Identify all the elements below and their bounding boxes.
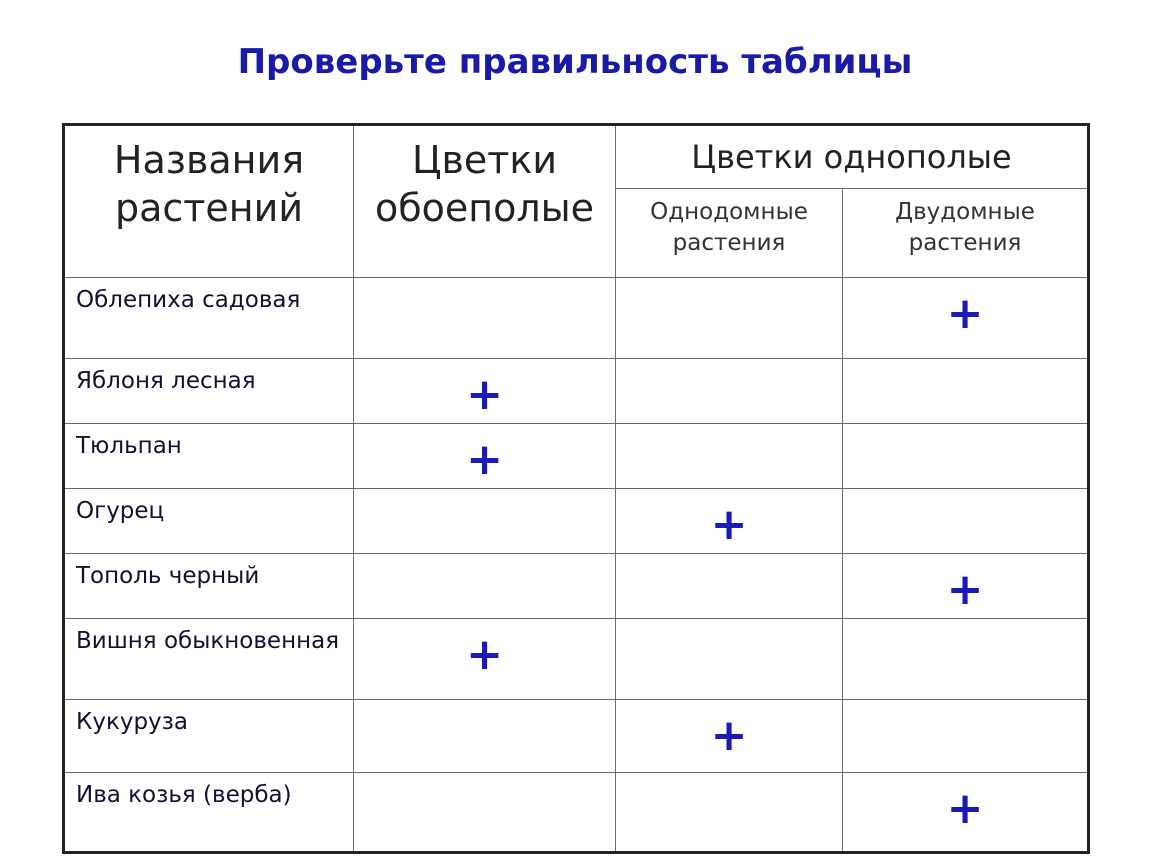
plant-name-cell: Кукуруза bbox=[64, 700, 354, 773]
table-row bbox=[64, 424, 1089, 489]
bisexual-cell bbox=[354, 700, 616, 773]
table-row bbox=[64, 619, 1089, 700]
plant-name-cell: Вишня обыкновенная bbox=[64, 619, 354, 700]
header-bisexual-flowers: Цветки обоеполые bbox=[354, 125, 616, 278]
table-row bbox=[64, 489, 1089, 554]
plus-mark: + bbox=[466, 629, 503, 680]
table-row bbox=[64, 700, 1089, 773]
monoecious-cell bbox=[616, 278, 843, 359]
plus-mark: + bbox=[710, 499, 748, 550]
bisexual-cell bbox=[354, 773, 616, 853]
plant-name-cell: Яблоня лесная bbox=[64, 359, 354, 424]
plus-mark: + bbox=[466, 369, 503, 420]
table-row bbox=[64, 554, 1089, 619]
monoecious-cell bbox=[616, 359, 843, 424]
bisexual-cell bbox=[354, 359, 616, 424]
monoecious-cell bbox=[616, 773, 843, 853]
plus-mark: + bbox=[946, 288, 984, 339]
plant-name-cell: Ива козья (верба) bbox=[64, 773, 354, 853]
dioecious-cell bbox=[843, 489, 1089, 554]
monoecious-cell bbox=[616, 619, 843, 700]
plus-mark: + bbox=[946, 783, 984, 834]
table-row bbox=[64, 359, 1089, 424]
bisexual-cell bbox=[354, 489, 616, 554]
header-dioecious-plants: Двудомные растения bbox=[843, 189, 1089, 278]
plant-name-cell: Тюльпан bbox=[64, 424, 354, 489]
header-unisexual-flowers: Цветки однополые bbox=[616, 125, 1089, 189]
bisexual-cell bbox=[354, 619, 616, 700]
monoecious-cell bbox=[616, 489, 843, 554]
header-plant-names: Названия растений bbox=[64, 125, 354, 278]
dioecious-cell bbox=[843, 619, 1089, 700]
dioecious-cell bbox=[843, 773, 1089, 853]
plant-name-cell: Огурец bbox=[64, 489, 354, 554]
header-monoecious-plants: Однодомные растения bbox=[616, 189, 843, 278]
dioecious-cell bbox=[843, 700, 1089, 773]
table-row bbox=[64, 278, 1089, 359]
plants-table bbox=[62, 123, 1090, 854]
dioecious-cell bbox=[843, 359, 1089, 424]
plus-mark: + bbox=[466, 434, 503, 485]
header-row-top bbox=[64, 125, 1089, 189]
plus-mark: + bbox=[710, 710, 748, 761]
bisexual-cell bbox=[354, 424, 616, 489]
dioecious-cell bbox=[843, 424, 1089, 489]
bisexual-cell bbox=[354, 554, 616, 619]
bisexual-cell bbox=[354, 278, 616, 359]
page-title: Проверьте правильность таблицы bbox=[237, 42, 913, 82]
dioecious-cell bbox=[843, 554, 1089, 619]
plus-mark: + bbox=[946, 564, 984, 615]
monoecious-cell bbox=[616, 424, 843, 489]
dioecious-cell bbox=[843, 278, 1089, 359]
monoecious-cell bbox=[616, 554, 843, 619]
plant-name-cell: Тополь черный bbox=[64, 554, 354, 619]
table-row bbox=[64, 773, 1089, 853]
plant-name-cell: Облепиха садовая bbox=[64, 278, 354, 359]
monoecious-cell bbox=[616, 700, 843, 773]
